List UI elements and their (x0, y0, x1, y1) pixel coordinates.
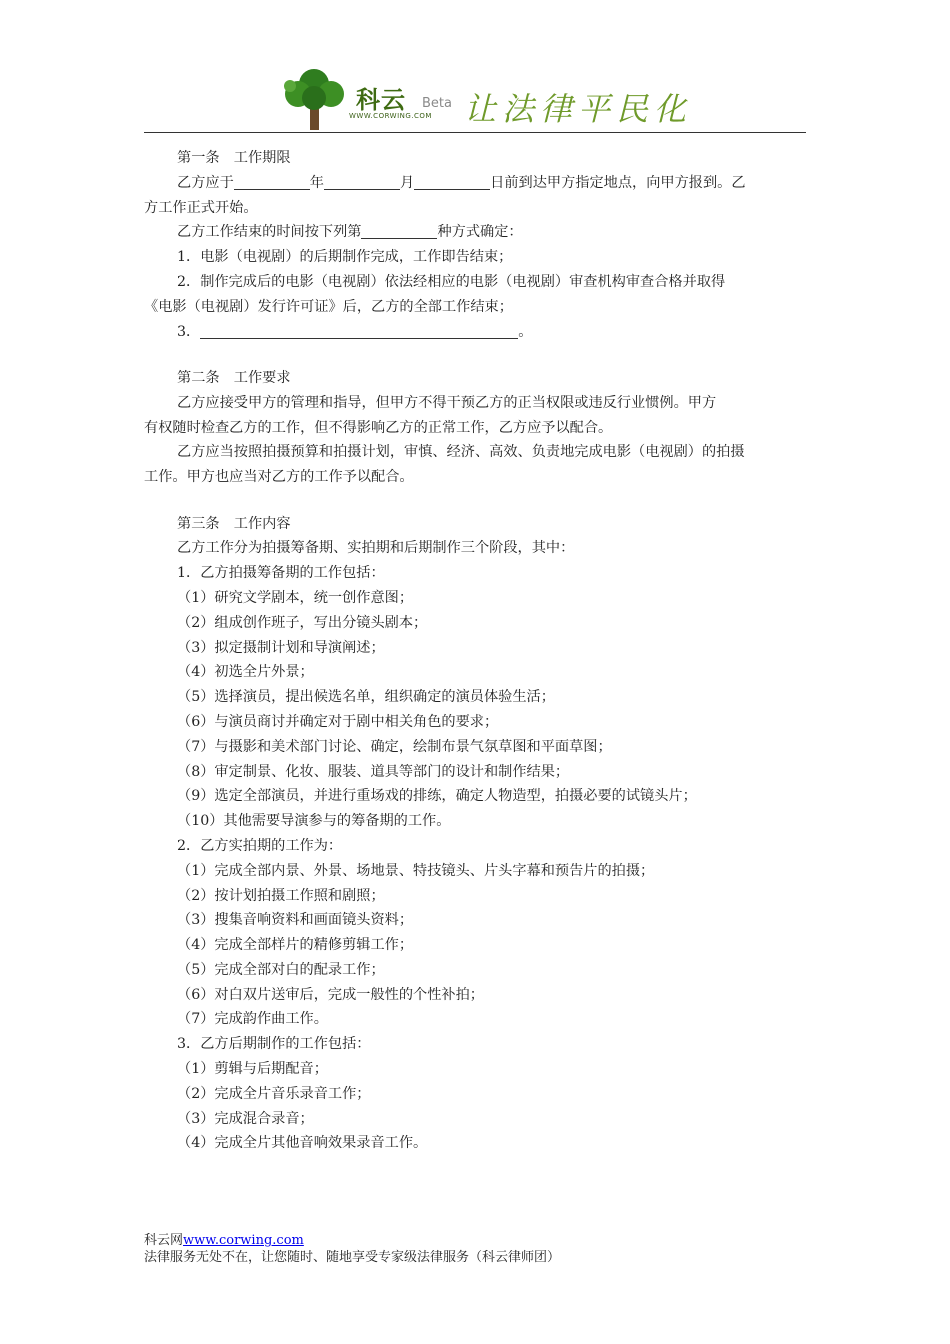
list-item: （4）完成全部样片的精修剪辑工作； (177, 937, 414, 954)
list-item: （2）按计划拍摄工作照和剧照； (177, 887, 385, 904)
section-title: 1．乙方拍摄筹备期的工作包括： (177, 565, 385, 582)
list-item: （3）拟定摄制计划和导演阐述； (177, 639, 385, 656)
article-2-line: 工作。甲方也应当对乙方的工作予以配合。 (144, 469, 414, 486)
list-item: （10）其他需要导演参与的筹备期的工作。 (177, 813, 451, 830)
list-item: （7）完成韵作曲工作。 (177, 1011, 328, 1028)
article-2-line: 乙方应当按照拍摄预算和拍摄计划，审慎、经济、高效、负责地完成电影（电视剧）的拍摄 (177, 444, 745, 461)
list-item: （2）组成创作班子，写出分镜头剧本； (177, 614, 428, 631)
list-item: （2）完成全片音乐录音工作； (177, 1085, 371, 1102)
article-1-line: 2．制作完成后的电影（电视剧）依法经相应的电影（电视剧）审查机构审查合格并取得 (177, 273, 726, 290)
footer-tagline: 法律服务无处不在，让您随时、随地享受专家级法律服务（科云律师团） (144, 1250, 561, 1265)
article-2-title: 第二条 工作要求 (177, 369, 291, 386)
footer-site-name: 科云网 (144, 1233, 184, 1248)
list-item: （1）研究文学剧本，统一创作意图； (177, 589, 414, 606)
beta-badge: Beta (422, 96, 452, 111)
list-item: （6）与演员商讨并确定对于剧中相关角色的要求； (177, 713, 499, 730)
header-divider (144, 132, 806, 133)
footer-site-link[interactable]: www.corwing.com (183, 1233, 304, 1248)
list-item: （1）剪辑与后期配音； (177, 1061, 328, 1078)
list-item: （4）完成全片其他音响效果录音工作。 (177, 1135, 428, 1152)
list-item: （3）搜集音响资料和画面镜头资料； (177, 912, 414, 929)
list-item: （3）完成混合录音； (177, 1110, 314, 1127)
list-item: （5）选择演员，提出候选名单，组织确定的演员体验生活； (177, 689, 555, 706)
list-item: （8）审定制景、化妆、服装、道具等部门的设计和制作结果； (177, 763, 570, 780)
blank-field (324, 174, 400, 190)
logo-url: WWW.CORWING.COM (349, 112, 432, 120)
article-3-title: 第三条 工作内容 (177, 515, 291, 532)
tree-logo-icon (276, 66, 354, 132)
article-1-line: 方工作正式开始。 (144, 199, 258, 216)
list-item: （1）完成全部内景、外景、场地景、特技镜头、片头字幕和预告片的拍摄； (177, 862, 655, 879)
list-item: （6）对白双片送审后，完成一般性的个性补拍； (177, 986, 484, 1003)
article-1-title: 第一条 工作期限 (177, 150, 291, 166)
article-1-line: 乙方工作结束的时间按下列第 种方式确定： (177, 224, 523, 241)
section-title: 3．乙方后期制作的工作包括： (177, 1036, 371, 1053)
document-body (144, 146, 806, 1156)
blank-field (414, 174, 490, 190)
article-1-line: 3． 。 (177, 323, 533, 340)
list-item: （7）与摄影和美术部门讨论、确定，绘制布景气氛草图和平面草图； (177, 738, 612, 755)
list-item: （5）完成全部对白的配录工作； (177, 961, 385, 978)
article-2-line: 乙方应接受甲方的管理和指导，但甲方不得干预乙方的正当权限或违反行业惯例。甲方 (177, 394, 717, 411)
article-2-line: 有权随时检查乙方的工作，但不得影响乙方的正常工作，乙方应予以配合。 (144, 419, 613, 436)
blank-field (200, 323, 518, 339)
slogan: 让法律平民化 (464, 90, 693, 128)
section-title: 2．乙方实拍期的工作为： (177, 837, 343, 854)
article-1-line: 《电影（电视剧）发行许可证》后，乙方的全部工作结束； (144, 298, 513, 315)
blank-field (234, 174, 310, 190)
article-1-line: 1．电影（电视剧）的后期制作完成，工作即告结束； (177, 249, 513, 266)
article-3-intro: 乙方工作分为拍摄筹备期、实拍期和后期制作三个阶段，其中： (177, 540, 575, 557)
page-footer (144, 1232, 560, 1266)
page-header (144, 62, 806, 132)
article-1-line: 乙方应于 年 月 日前到达甲方指定地点，向甲方报到。乙 (177, 174, 746, 191)
list-item: （9）选定全部演员，并进行重场戏的排练，确定人物造型，拍摄必要的试镜头片； (177, 788, 697, 805)
list-item: （4）初选全片外景； (177, 664, 314, 681)
blank-field (361, 223, 437, 239)
logo-name: 科云 (356, 86, 406, 114)
